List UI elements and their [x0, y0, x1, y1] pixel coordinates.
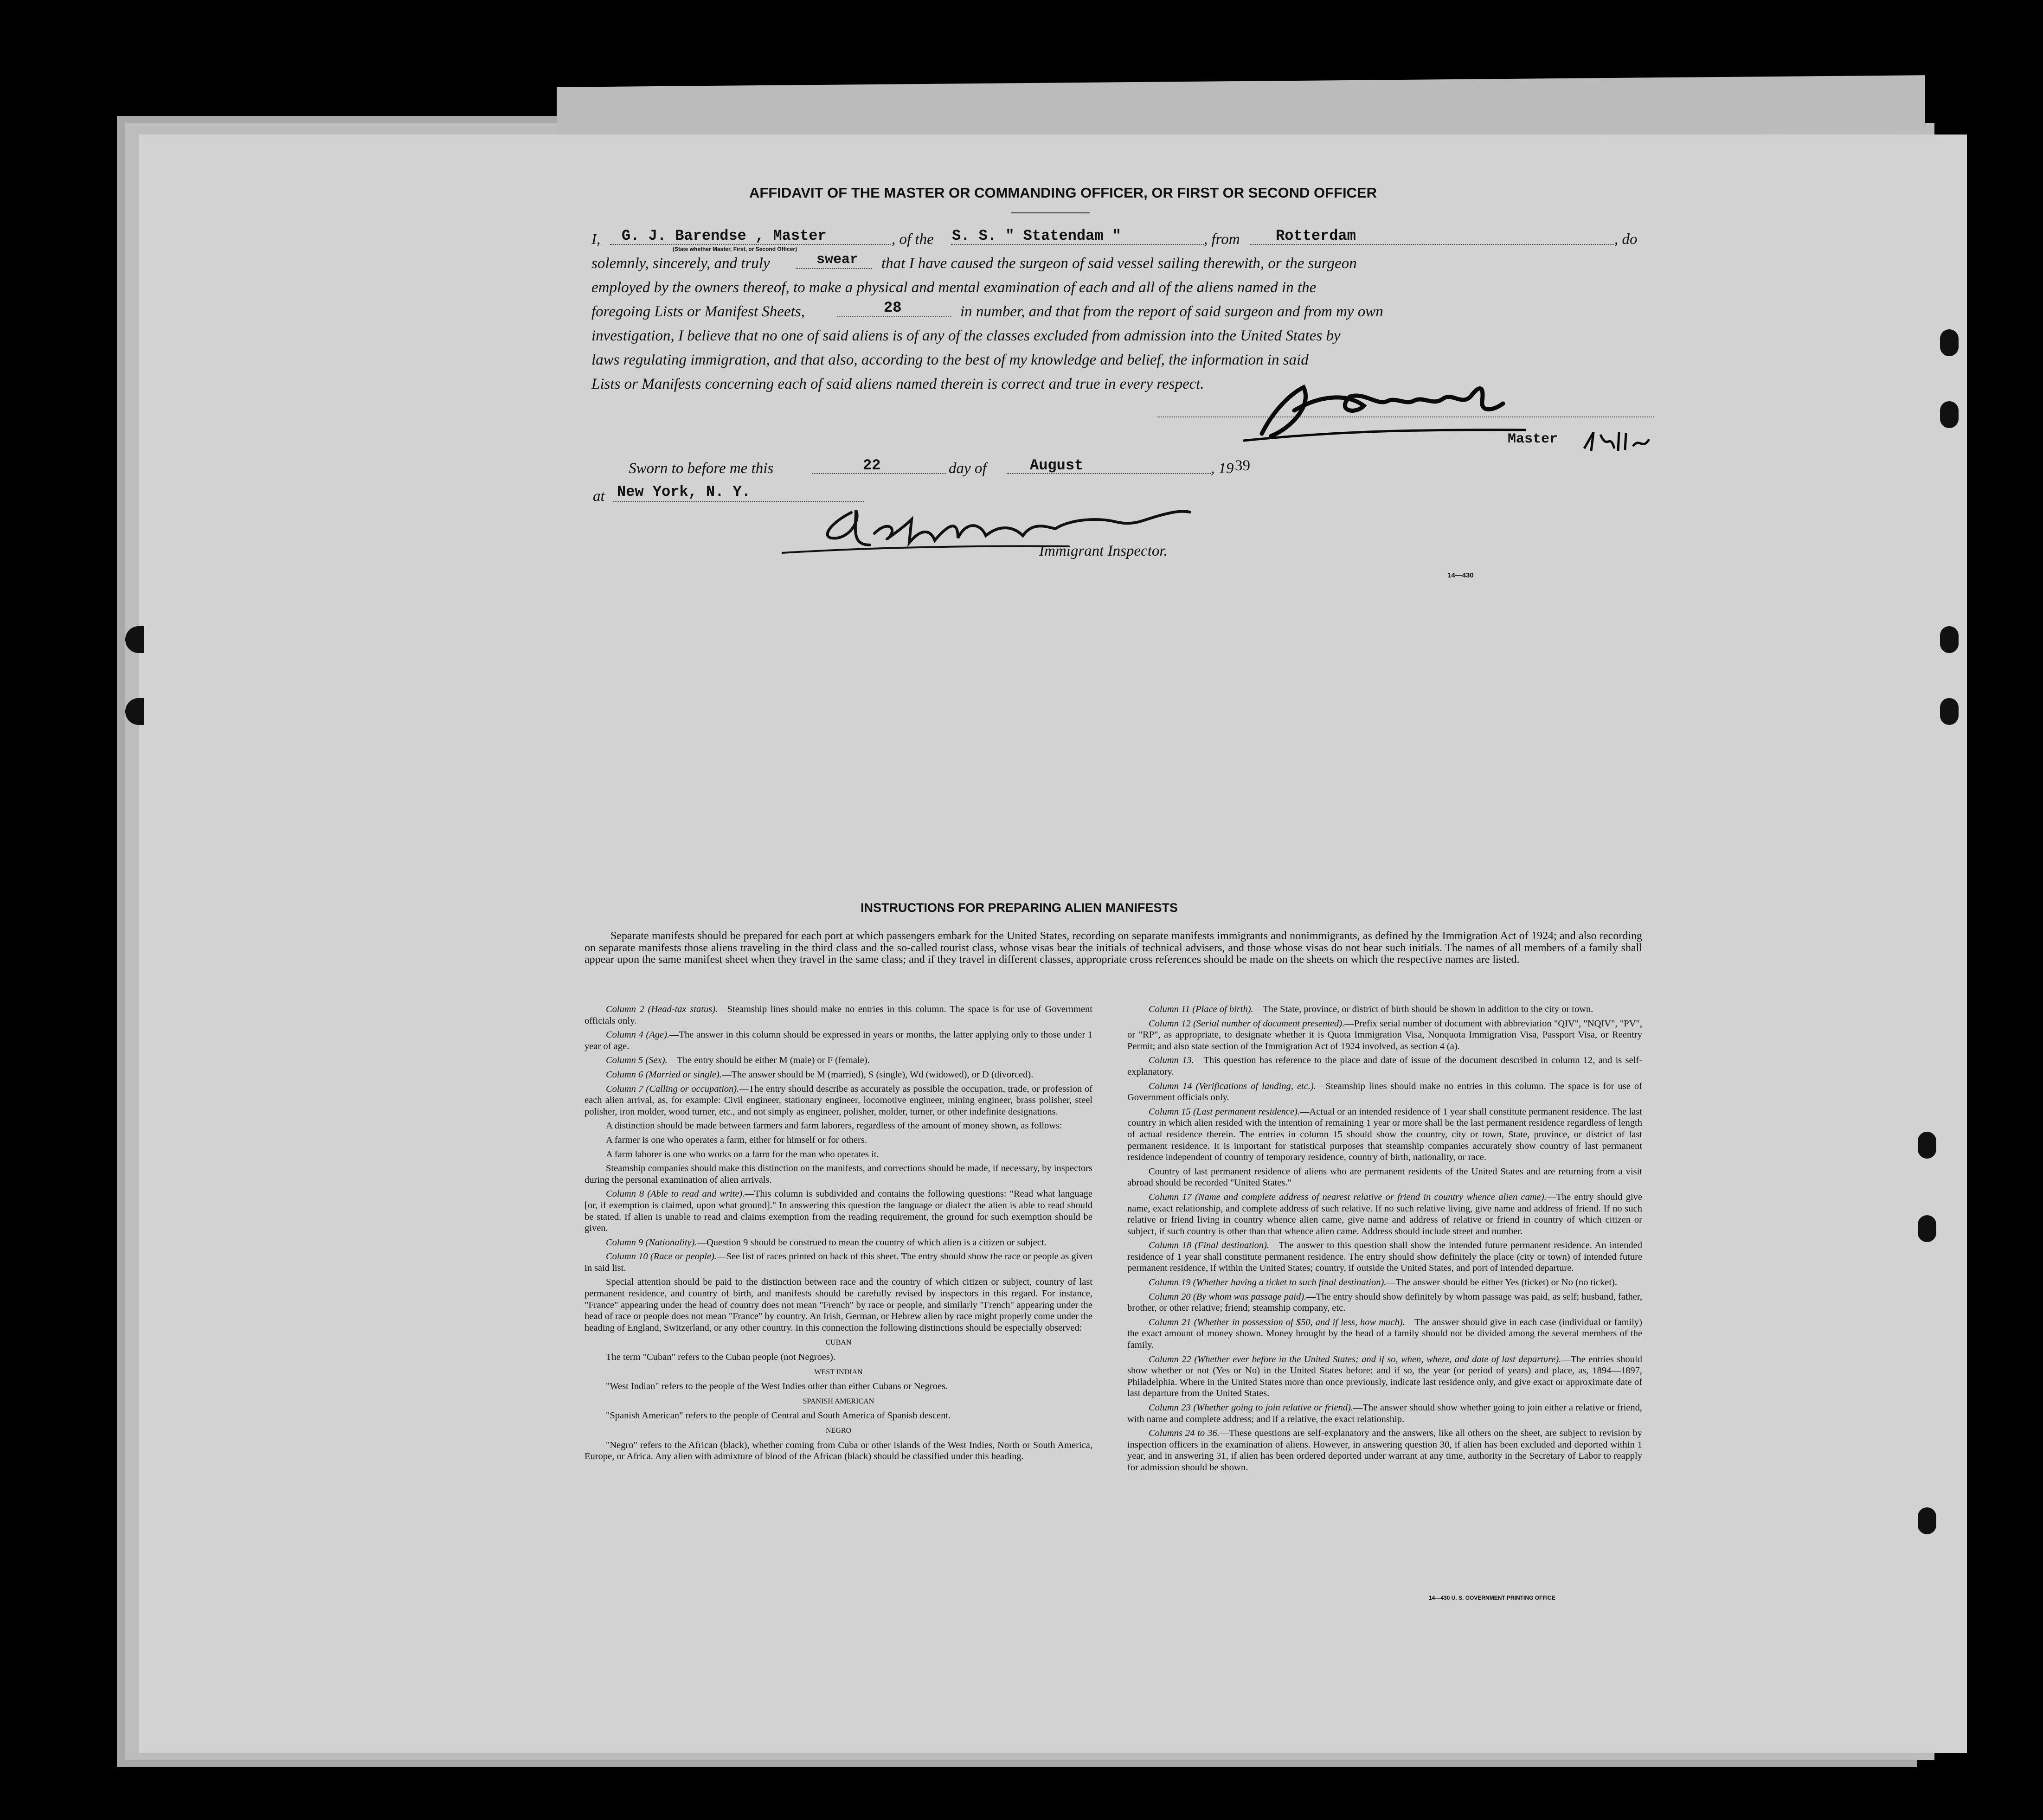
punch-hole-right-7	[1918, 1507, 1936, 1534]
master-signature	[1243, 378, 1531, 443]
affidavit-line-5: investigation, I believe that no one of said aliens is of any of the classes excluded from admission into the United States by	[591, 327, 1341, 344]
instruction-text: —The entry should be either M (male) or F (female).	[667, 1055, 870, 1066]
instruction-paragraph	[585, 1149, 1092, 1160]
instruction-paragraph	[1127, 1402, 1642, 1425]
instruction-paragraph	[1127, 1428, 1642, 1473]
instruction-paragraph	[1127, 1291, 1642, 1314]
sworn-day: 22	[863, 457, 881, 474]
master-name: G. J. Barendse , Master	[622, 227, 827, 244]
instruction-subheading: WEST INDIAN	[814, 1368, 863, 1376]
instruction-text: —The answer in this column should be expressed in years or months, the latter applying only to those under 1 year of age.	[585, 1030, 1092, 1051]
instruction-paragraph	[1127, 1192, 1642, 1237]
instruction-paragraph	[585, 1055, 1092, 1066]
instructions-intro	[585, 930, 1642, 966]
instruction-heading: Column 5 (Sex).	[606, 1055, 668, 1066]
instruction-paragraph	[585, 1410, 1092, 1422]
year-prefix: , 19	[1211, 460, 1234, 477]
sheet-count: 28	[884, 299, 902, 316]
instruction-text: —These questions are self-explanatory and the answers, like all others on the sheet, are subject to revision by inspection officers in the examination of aliens. However, in answering question 30, if alien has been excluded and deported within 1 year, and in answering 31, if alien has been ordered deported under warrant at any time, authority in the Secretary of Labor to reapply for admission should be shown.	[1127, 1428, 1642, 1473]
instruction-paragraph	[585, 1251, 1092, 1274]
instruction-paragraph	[585, 1163, 1092, 1186]
instruction-paragraph	[1127, 1354, 1642, 1399]
instruction-text: —The answer should be M (married), S (single), Wd (widowed), or D (divorced).	[721, 1069, 1034, 1080]
affidavit-line-7: Lists or Manifests concerning each of said aliens named therein is correct and true in every respect.	[591, 376, 1204, 392]
instruction-text: "Negro" refers to the African (black), whether coming from Cuba or other islands of the West Indies, North or South America, Europe, or Africa. Any alien with admixture of blood of the African (black) should be classified under this heading.	[585, 1440, 1092, 1462]
instruction-paragraph	[585, 1188, 1092, 1234]
punch-hole-right-1	[1940, 329, 1959, 356]
year-suffix: 39	[1235, 457, 1250, 474]
instruction-text: —Question 9 should be construed to mean the country of which alien is a citizen or subject.	[697, 1237, 1047, 1248]
instructions-title: INSTRUCTIONS FOR PREPARING ALIEN MANIFESTS	[861, 901, 1178, 915]
instruction-paragraph	[585, 1029, 1092, 1052]
instruction-text: —This column is subdivided and contains the following questions: "Read what language [or, if exemption is claimed, upon what ground]." In answering this question the language or dialect the alien is able to read should be stated. If alien is unable to read and claims exemption from the reading requirement, the ground for such exemption should be given.	[585, 1189, 1093, 1234]
instruction-text: —The entry should give name, exact relationship, and complete address of such relative. If no such relative living, give name and address of friend. If no such relative or friend living in country whence alien came, give name and address of relative or friend in country of which citizen or subject, if such country is other than that whence alien came. Address should include street and number.	[1127, 1192, 1642, 1237]
instruction-heading: Column 15 (Last permanent residence).	[1149, 1106, 1300, 1117]
instruction-text: —Actual or an intended residence of 1 year shall constitute permanent residence. The last country in which alien resided with the intention of remaining 1 year or more shall be the last permanent residence regardless of length of actual residence therein. The entries in column 15 should show the country, city or town, State, province, or district of last permanent residence. It is important for statistical purposes that steamship companies accurately show country of last permanent residence independent of country of temporary residence, country of birth, nationality, or race.	[1127, 1106, 1642, 1163]
punch-hole-right-6	[1918, 1215, 1936, 1242]
form-footer: 14—430 U. S. GOVERNMENT PRINTING OFFICE	[1429, 1595, 1555, 1601]
instruction-paragraph	[585, 1120, 1092, 1132]
instruction-paragraph	[1127, 1166, 1642, 1189]
rank-note: (State whether Master, First, or Second Officer)	[673, 246, 797, 252]
instruction-text: Country of last permanent residence of aliens who are permanent residents of the United States and are returning from a visit abroad should be recorded "United States."	[1127, 1166, 1642, 1188]
instruction-heading: Column 11 (Place of birth).	[1149, 1004, 1253, 1014]
instruction-paragraph	[1127, 1240, 1642, 1274]
instruction-text: A farm laborer is one who works on a farm for the man who operates it.	[606, 1149, 879, 1160]
instruction-subheading: CUBAN	[825, 1339, 852, 1347]
instruction-text: A distinction should be made between farmers and farm laborers, regardless of the amount of money shown, as follows:	[606, 1121, 1062, 1131]
instruction-heading: Column 10 (Race or people).	[606, 1251, 717, 1262]
instruction-heading: Column 19 (Whether having a ticket to such final destination).	[1149, 1277, 1387, 1288]
intro-paragraph: Separate manifests should be prepared for each port at which passengers embark for the United States, recording on separate manifests immigrants and nonimmigrants, as defined by the Immigration Act of 1924; and also recording on separate manifests those aliens traveling in the third class and the so-called tourist class, whose visas bear the initials of technical advisers, and those whose visas do not bear such initials. The names of all members of a family shall appear upon the same manifest sheet when they travel in the same class; and if they travel in different classes, appropriate cross references should be made on the sheets on which the respective names are listed.	[585, 930, 1642, 966]
instruction-heading: Column 6 (Married or single).	[606, 1069, 722, 1080]
instruction-paragraph	[585, 1440, 1092, 1462]
form-number-top: 14—430	[1447, 571, 1474, 579]
instruction-paragraph	[1127, 1081, 1642, 1103]
affidavit-line-3: employed by the owners thereof, to make a physical and mental examination of each and all of the aliens named in the	[591, 279, 1317, 296]
instruction-paragraph	[1127, 1317, 1642, 1351]
instruction-paragraph	[1127, 1018, 1642, 1052]
title-divider	[1011, 212, 1090, 213]
instruction-heading: Column 2 (Head-tax status).	[606, 1004, 718, 1014]
instruction-paragraph	[585, 1381, 1092, 1392]
instruction-paragraph	[585, 1083, 1092, 1118]
punch-hole-right-2	[1940, 401, 1959, 428]
affidavit-word-from: , from	[1204, 231, 1240, 248]
instruction-paragraph	[585, 1069, 1092, 1081]
instruction-heading: Column 22 (Whether ever before in the United States; and if so, when, where, and date of last departure).	[1149, 1354, 1561, 1365]
instruction-heading: Column 9 (Nationality).	[606, 1237, 697, 1248]
title-overwrite-scribble	[1582, 428, 1656, 453]
instruction-text: A farmer is one who operates a farm, either for himself or for others.	[606, 1134, 867, 1145]
instruction-paragraph	[585, 1134, 1092, 1146]
instruction-text: Steamship companies should make this distinction on the manifests, and corrections should be made, if necessary, by inspectors during the personal examination of alien arrivals.	[585, 1163, 1092, 1185]
instruction-text: —This question has reference to the place and date of issue of the document described in column 12, and is self-explanatory.	[1127, 1055, 1642, 1077]
instruction-text: —The entries should show whether or not (Yes or No) in the United States before; and if so, the year (or period of years) and place, as, 1894—1897, Philadelphia. Where in the United States more than once previously, indicate last residence only, and give exact or approximate date of last departure from the United States.	[1127, 1354, 1642, 1399]
instruction-text: "West Indian" refers to the people of the West Indies other than either Cubans or Negroes.	[606, 1381, 948, 1392]
instruction-heading: Column 4 (Age).	[606, 1030, 670, 1040]
instruction-text: "Spanish American" refers to the people of Central and South America of Spanish descent.	[606, 1410, 951, 1421]
punch-hole-right-3	[1940, 626, 1959, 653]
instruction-paragraph	[585, 1352, 1092, 1363]
vessel-name: S. S. " Statendam "	[952, 227, 1121, 244]
affidavit-word-I: I,	[591, 231, 601, 248]
sworn-text-b: day of	[949, 460, 987, 477]
instruction-text: —The answer should give in each case (individual or family) the exact amount of money shown. Money brought by the head of a family should not be divided among the several members of the family.	[1127, 1317, 1642, 1351]
instruction-text: Special attention should be paid to the distinction between race and the country of which citizen or subject, country of last permanent residence, and country of birth, and manifests should be carefully revised by inspectors in this regard. For instance, "France" appearing under the head of country does not mean "French" by race or people, and similarly "French" appearing under the head of race or people does not mean "France" by country. An Irish, German, or Hebrew alien by race might properly come under the heading of England, Switzerland, or any other country. In this connection the following distinctions should be especially observed:	[585, 1277, 1092, 1333]
instruction-subheading: NEGRO	[825, 1427, 852, 1435]
instruction-subheading: SPANISH AMERICAN	[803, 1397, 874, 1405]
instruction-text: —Steamship lines should make no entries in this column. The space is for use of Government officials only.	[1127, 1081, 1642, 1103]
instruction-text: —Prefix serial number of document with abbreviation "QIV", "NQIV", "PV", or "RP", as appropriate, to designate whether it is Quota Immigration Visa, Nonquota Immigration Visa, Passport Visa, or Reentry Permit; and also state section of the Immigration Act of 1924 involved, as section 4 (a).	[1127, 1018, 1642, 1051]
instruction-text: —The answer to this question shall show the intended future permanent residence. An intended residence of 1 year shall constitute permanent residence. The entry should show definitely the place (city or town) of intended future permanent residence, if within the United States; country, if outside the United States, and port of intended departure.	[1127, 1240, 1642, 1274]
instruction-paragraph	[585, 1237, 1092, 1249]
affidavit-title: AFFIDAVIT OF THE MASTER OR COMMANDING OFFICER, OR FIRST OR SECOND OFFICER	[749, 185, 1377, 201]
instruction-text: —See list of races printed on back of this sheet. The entry should show the race or people as given in said list.	[585, 1251, 1092, 1273]
instruction-text: —Steamship lines should make no entries in this column. The space is for use of Government officials only.	[585, 1004, 1093, 1026]
instruction-heading: Columns 24 to 36.	[1149, 1428, 1220, 1439]
affidavit-line-2a: solemnly, sincerely, and truly	[591, 255, 770, 272]
instruction-heading: Column 18 (Final destination).	[1149, 1240, 1270, 1251]
instruction-heading: Column 7 (Calling or occupation).	[606, 1083, 739, 1094]
instruction-heading: Column 23 (Whether going to join relative or friend).	[1149, 1403, 1354, 1413]
punch-hole-right-4	[1940, 698, 1959, 725]
instruction-heading: Column 21 (Whether in possession of $50, and if less, how much).	[1149, 1317, 1405, 1327]
instruction-paragraph	[585, 1276, 1092, 1333]
instruction-text: —The entry should describe as accurately as possible the occupation, trade, or profession of each alien arrival, as, for example: Civil engineer, stationary engineer, locomotive engineer, mining engineer, brass polisher, steel polisher, iron molder, wood turner, etc., and not simply as engineer, polisher, molder, turner, or other indefinite designations.	[585, 1083, 1092, 1117]
instructions-left-column	[585, 1004, 1092, 1465]
sworn-month: August	[1030, 457, 1084, 474]
instructions-right-column	[1127, 1004, 1642, 1476]
affidavit-line-2b: that I have caused the surgeon of said vessel sailing therewith, or the surgeon	[881, 255, 1357, 272]
instruction-heading: Column 13.	[1149, 1055, 1194, 1066]
instruction-heading: Column 17 (Name and complete address of nearest relative or friend in country whence alien came).	[1149, 1192, 1547, 1202]
punch-hole-right-5	[1918, 1132, 1936, 1159]
instruction-paragraph	[1127, 1277, 1642, 1288]
sworn-place: New York, N. Y.	[617, 483, 751, 500]
instruction-heading: Column 8 (Able to read and write).	[606, 1189, 745, 1199]
signature-title: Master	[1508, 431, 1558, 447]
instruction-paragraph	[1127, 1106, 1642, 1163]
instruction-paragraph	[585, 1004, 1092, 1026]
oath-word: swear	[816, 252, 859, 268]
affidavit-word-of-the: , of the	[892, 231, 934, 248]
instruction-heading: Column 14 (Verifications of landing, etc.).	[1149, 1081, 1316, 1091]
instruction-paragraph	[1127, 1004, 1642, 1015]
instruction-text: —The entry should show definitely by whom passage was paid, as self; husband, father, brother, or other relative; friend; steamship company, etc.	[1127, 1291, 1642, 1314]
affidavit-line-6: laws regulating immigration, and that also, according to the best of my knowledge and belief, the information in said	[591, 352, 1309, 368]
instruction-text: —The answer should show whether going to join either a relative or friend, with name and complete address; and if a relative, the exact relationship.	[1127, 1403, 1642, 1424]
oath-rule	[796, 268, 872, 269]
at-word: at	[593, 488, 605, 505]
affidavit-word-do: , do	[1614, 231, 1638, 248]
affidavit-line-4b: in number, and that from the report of said surgeon and from my own	[960, 303, 1383, 320]
instruction-text: —The State, province, or district of birth should be shown in addition to the city or town.	[1253, 1004, 1593, 1014]
instruction-text: The term "Cuban" refers to the Cuban people (not Negroes).	[606, 1352, 835, 1363]
sworn-text-a: Sworn to before me this	[629, 460, 774, 477]
instruction-heading: Column 20 (By whom was passage paid).	[1149, 1291, 1307, 1302]
departure-port: Rotterdam	[1276, 227, 1356, 244]
affidavit-sheet	[139, 135, 1967, 1753]
affidavit-line-4a: foregoing Lists or Manifest Sheets,	[591, 303, 805, 320]
inspector-label: Immigrant Inspector.	[1039, 543, 1168, 559]
sheets-rule	[837, 316, 951, 317]
instruction-heading: Column 12 (Serial number of document presented).	[1149, 1018, 1345, 1029]
instruction-text: —The answer should be either Yes (ticket) or No (no ticket).	[1386, 1277, 1617, 1288]
instruction-paragraph	[1127, 1055, 1642, 1077]
